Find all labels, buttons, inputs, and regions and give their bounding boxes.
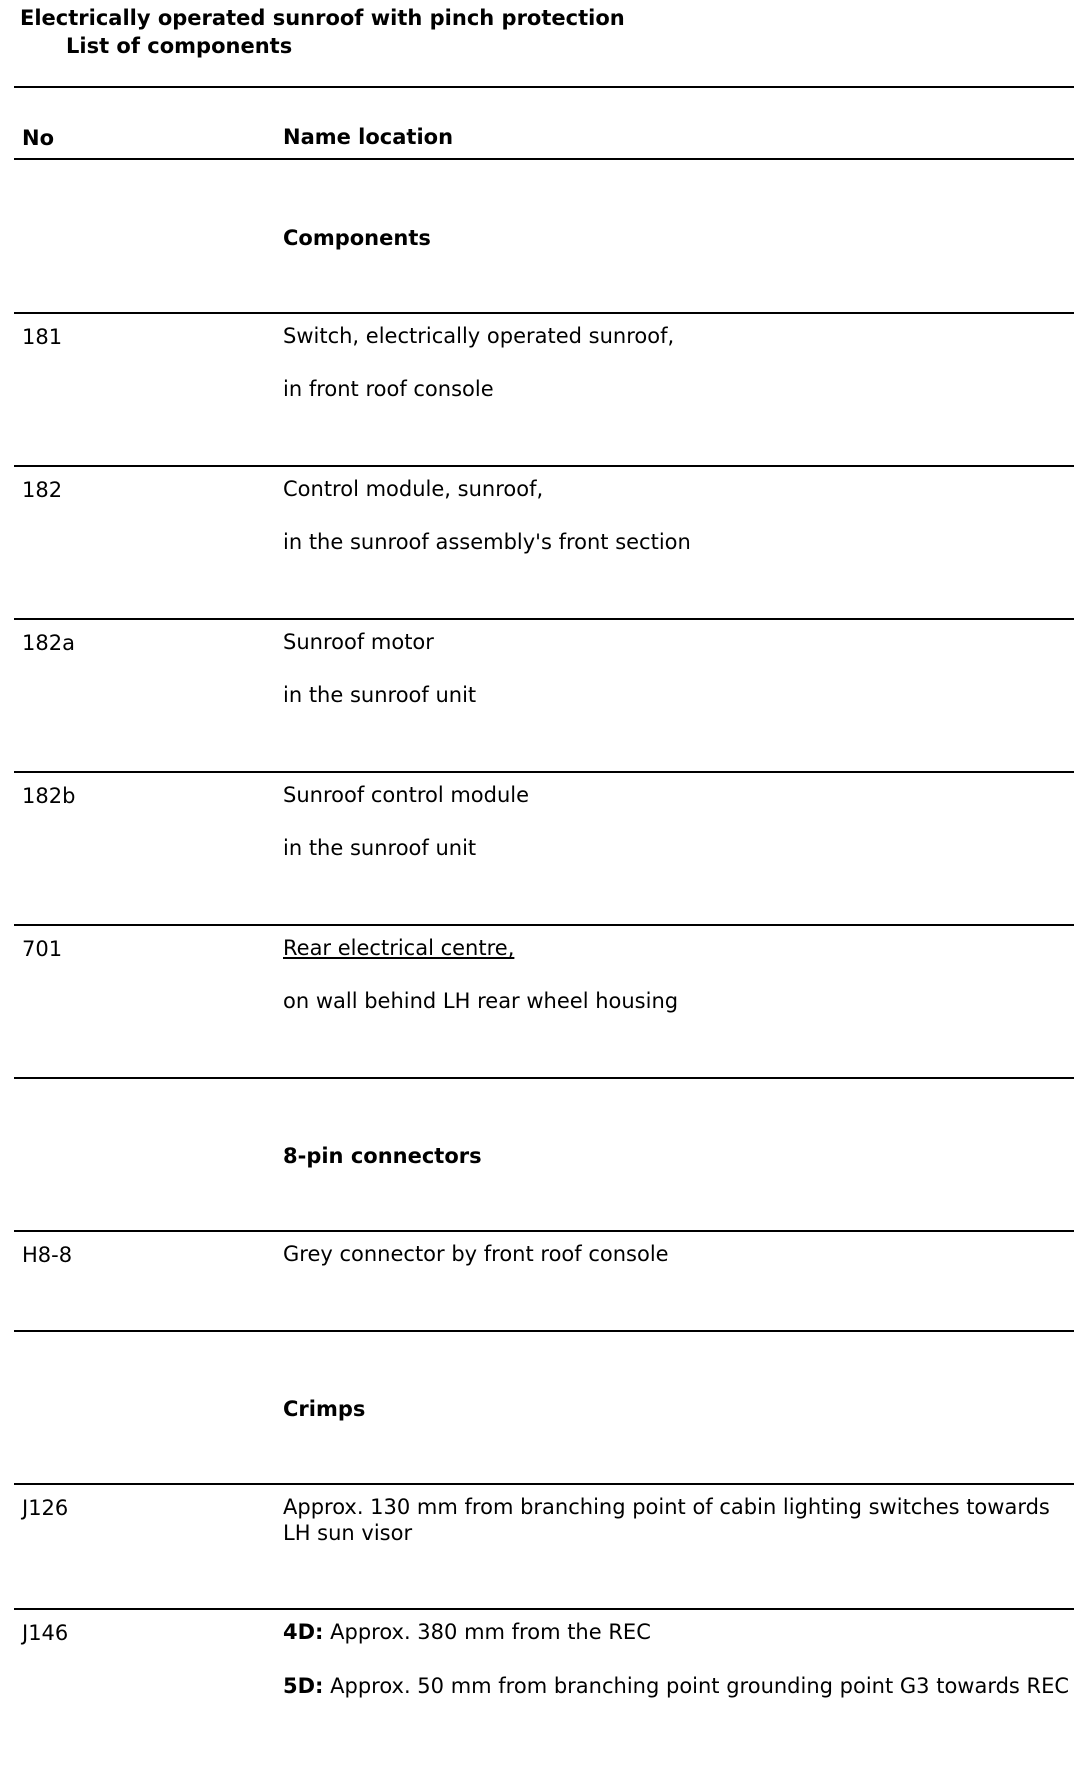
row-name: Grey connector by front roof console [283, 1242, 669, 1266]
row-name: Control module, sunroof, [283, 477, 544, 501]
row-rule [14, 1230, 1074, 1232]
row-rule [14, 924, 1074, 926]
section-rule [14, 1330, 1074, 1332]
row-name-text: Approx. 380 mm from the REC [323, 1620, 651, 1644]
row-name: Sunroof control module [283, 783, 530, 807]
section-rule [14, 1077, 1074, 1079]
table-top-rule [14, 86, 1074, 88]
row-location [283, 1673, 1073, 1699]
document-title: Electrically operated sunroof with pinch protection [20, 6, 625, 30]
row-no: 701 [22, 937, 63, 961]
row-location: in the sunroof unit [283, 836, 477, 860]
row-name: Approx. 130 mm from branching point of cabin lighting switches towards LH sun visor [283, 1495, 1050, 1545]
row-no: H8-8 [22, 1243, 73, 1267]
column-header-name-location: Name location [283, 125, 454, 149]
row-no: 182a [22, 631, 75, 655]
document-subtitle: List of components [66, 34, 293, 58]
row-rule [14, 618, 1074, 620]
row-name-link[interactable]: Rear electrical centre, [283, 936, 515, 960]
row-location: on wall behind LH rear wheel housing [283, 989, 679, 1013]
row-no: 182 [22, 478, 63, 502]
row-no: J146 [22, 1621, 69, 1645]
section-heading-8-pin-connectors: 8-pin connectors [283, 1144, 482, 1168]
row-location-prefix: 5D: [283, 1674, 324, 1698]
row-rule [14, 771, 1074, 773]
row-name [283, 1619, 1073, 1645]
row-no: J126 [22, 1496, 69, 1520]
row-rule [14, 1483, 1074, 1485]
row-name: Sunroof motor [283, 630, 434, 654]
column-header-no: No [22, 126, 55, 150]
row-no: 181 [22, 325, 63, 349]
row-rule [14, 312, 1074, 314]
row-location-text: Approx. 50 mm from branching point grounding point G3 towards REC [323, 1674, 1070, 1698]
section-heading-crimps: Crimps [283, 1397, 366, 1421]
row-name: Switch, electrically operated sunroof, [283, 324, 675, 348]
header-bottom-rule [14, 158, 1074, 160]
row-no: 182b [22, 784, 76, 808]
row-location: in front roof console [283, 377, 494, 401]
row-location: in the sunroof assembly's front section [283, 530, 691, 554]
row-location: in the sunroof unit [283, 683, 477, 707]
row-name-prefix: 4D: [283, 1620, 324, 1644]
row-rule [14, 1608, 1074, 1610]
section-heading-components: Components [283, 226, 431, 250]
row-rule [14, 465, 1074, 467]
